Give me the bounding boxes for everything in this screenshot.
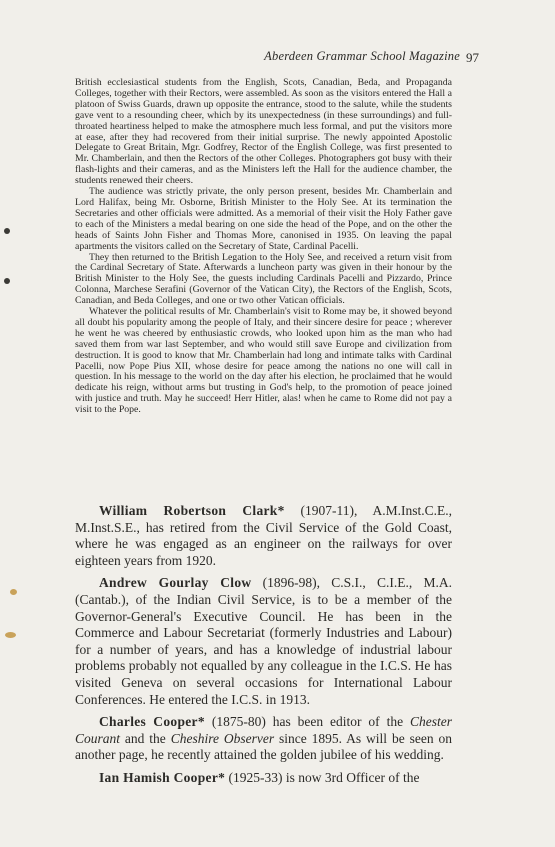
article-paragraph: British ecclesiastical students from the English, Scots, Canadian, Beda, and Propaganda Colleges, together with their Rectors, were assembled. As soon as the visitors entered the Hall a platoon of Swiss Guards, drawn up opposite the entrance, stood to the salute, while the students gave vent to a resounding cheer, which by its unexpectedness (in these surroundings) and full-throated heartiness helped to make the atmosphere much less formal, and put the visitors more at ease, after they had recovered from their initial surprise. The newly appointed Apostolic Delegate to Great Britain, Mgr. Godfrey, Rector of the English College, was first presented to Mr. Chamberlain, and then the Rectors of the other Colleges. Photographers got busy with their flash-lights and their cameras, and as the Ministers left the Hall for the audience chamber, the students renewed their cheers. [75, 77, 452, 187]
article-body [75, 78, 452, 416]
entry-text: is now 3rd Officer of the [282, 769, 420, 785]
entry-text: since 1895. As will be seen on another page, he recently attained the golden jubilee of his wedding. [75, 730, 452, 763]
article-paragraph: Whatever the political results of Mr. Chamberlain's visit to Rome may be, it showed beyond all doubt his popularity among the people of Italy, and their sincere desire for peace ; wherever he went he was cheered by enthusiastic crowds, who looked upon him as the man who had saved them from war last September, and who would still save Europe and civilization from destruction. It is good to know that Mr. Chamberlain had long and intimate talks with Cardinal Pacelli, now Pope Pius XII, whose desire for peace among the nations no one will call in question. In his message to the world on the day after his election, he proclaimed that he would dedicate his reign, without arms but trusting in God's help, to the promotion of peace joined with justice and truth. May he succeed! Herr Hitler, alas! when he came to Rome did not pay a visit to the Pope. [75, 306, 452, 416]
entry-dates: (1925-33) [228, 769, 283, 785]
entry-text: and the [120, 730, 171, 746]
entry-clow [75, 575, 452, 708]
entry-text: C.S.I., C.I.E., M.A. (Cantab.), of the Indian Civil Service, is to be a member of the Governor-General's Executive Council. He has been in the Commerce and Labour Secretariat (formerly Industries and Labour) for a number of years, and has a knowledge of industrial labour problems probably not equalled by any colleague in the I.C.S. He has visited Geneva on several occasions for International Labour Conferences. He entered the I.C.S. in 1913. [75, 575, 452, 707]
entry-clark [75, 503, 452, 569]
entry-dates: (1907-11), [300, 503, 358, 518]
publication-title: Chester Courant [75, 714, 452, 746]
entry-text: has been editor of the [265, 714, 410, 730]
publication-title: Cheshire Observer [170, 730, 275, 746]
binding-hole-mark [5, 632, 16, 638]
entry-name: William Robertson Clark* [99, 503, 285, 518]
binding-hole-mark [10, 589, 17, 595]
entry-name: Andrew Gourlay Clow [99, 575, 252, 591]
entry-name: Ian Hamish Cooper* [99, 769, 226, 785]
entry-dates: (1875-80) [211, 714, 266, 730]
binding-hole-mark [4, 278, 10, 284]
article-paragraph: They then returned to the British Legation to the Holy See, and received a return visit from the Cardinal Secretary of State. Afterwards a luncheon party was given in their honour by the British Minister to the Holy See, the guests including Cardinals Pacelli and Pizzardo, Prince Colonna, Marchese Serafini (Governor of the Vatican City), the Rectors of the English, Scots, Canadian, and Beda Colleges, and one or two other Vatican officials. [75, 251, 452, 307]
entry-text: A.M.Inst.C.E., M.Inst.S.E., has retired from the Civil Service of the Gold Coast, where he was engaged as an engineer on the railways for over eighteen years from 1920. [75, 503, 453, 568]
binding-hole-mark [4, 228, 10, 234]
entry-charles-cooper [75, 714, 452, 764]
article-paragraph: The audience was strictly private, the only person present, besides Mr. Chamberlain and Lord Halifax, being Mr. Osborne, British Minister to the Holy See. At its termination the Secretaries and other officials were admitted. As a memorial of their visit the Holy Father gave to each of the Ministers a medal bearing on one side the head of the Pope, and on the other the heads of Saints John Fisher and Thomas More, canonised in 1935. On leaving the papal apartments the visitors called on the Secretary of State, Cardinal Pacelli. [75, 186, 452, 252]
entry-ian-cooper [75, 770, 452, 787]
former-pupils-notes [75, 503, 452, 793]
page-number: 97 [466, 50, 479, 65]
running-head: Aberdeen Grammar School Magazine [264, 49, 460, 63]
entry-name: Charles Cooper* [99, 714, 205, 730]
entry-dates: (1896-98), [262, 575, 321, 591]
